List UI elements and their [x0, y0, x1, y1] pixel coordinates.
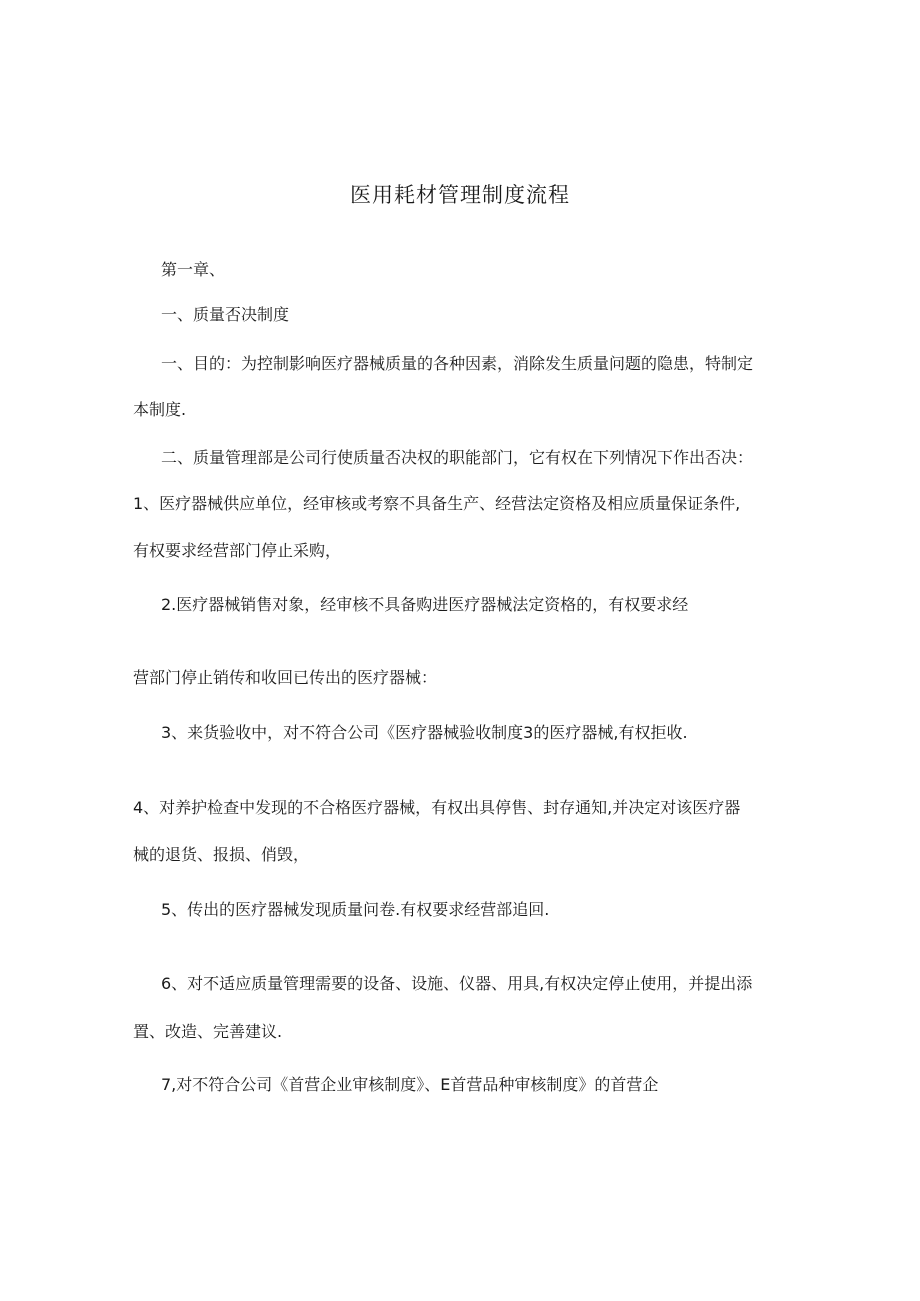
paragraph-purpose-line-2: 本制度.: [133, 400, 187, 419]
item-4-line-1: 4、对养护检查中发现的不合格医疗器械，有权出具停售、封存通知,并决定对该医疗器: [133, 798, 741, 817]
paragraph-purpose-line-1: 一、目的：为控制影响医疗器械质量的各种因素，消除发生质量问题的隐患，特制定: [161, 354, 754, 373]
item-3: 3、来货验收中，对不符合公司《医疗器械验收制度3的医疗器械,有权拒收.: [161, 723, 688, 742]
section-heading: 一、质量否决制度: [161, 305, 290, 324]
item-5: 5、传出的医疗器械发现质量问卷.有权要求经营部追回.: [161, 900, 550, 919]
item-7-line-1: 7,对不符合公司《首营企业审核制度》、E首营品种审核制度》的首营企: [161, 1075, 659, 1094]
item-2-line-1: 2.医疗器械销售对象，经审核不具备购进医疗器械法定资格的，有权要求经: [161, 595, 689, 614]
document-title: 医用耗材管理制度流程: [350, 183, 570, 207]
item-4-line-2: 械的退货、报损、俏毁，: [133, 845, 310, 864]
item-6-line-2: 置、改造、完善建议.: [133, 1022, 283, 1041]
paragraph-authority: 二、质量管理部是公司行使质量否决权的职能部门，它有权在下列情况下作出否决：: [161, 448, 754, 467]
item-1-line-2: 有权要求经营部门停止采购，: [133, 541, 342, 560]
item-1-line-1: 1、医疗器械供应单位，经审核或考察不具备生产、经营法定资格及相应质量保证条件,: [133, 494, 741, 513]
item-6-line-1: 6、对不适应质量管理需要的设备、设施、仪器、用具,有权决定停止使用，并提出添: [161, 974, 753, 993]
chapter-heading: 第一章、: [161, 260, 226, 279]
item-2-line-2: 营部门停止销传和收回已传出的医疗器械：: [133, 668, 438, 687]
